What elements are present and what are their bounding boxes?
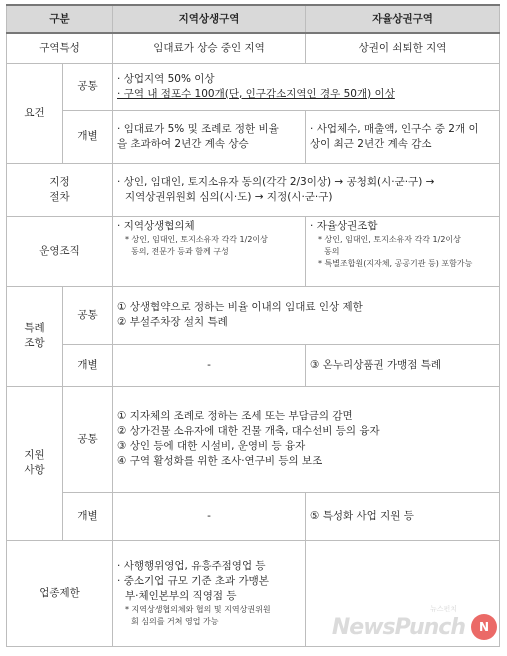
support-line2: ② 상가건물 소유자에 대한 건물 개축, 대수선비 등의 융자 <box>117 425 380 437</box>
special-common-line2: ② 부설주차장 설치 특례 <box>117 316 228 328</box>
organization-a-title: · 지역상생협의체 <box>117 219 195 232</box>
support-common <box>113 386 500 492</box>
support-common-label: 공통 <box>63 386 113 492</box>
designation-label-line1: 지정 <box>49 175 70 188</box>
special-common-label: 공통 <box>63 286 113 344</box>
characteristic-label: 구역특성 <box>7 33 113 63</box>
organization-b-note1: * 상인, 임대인, 토지소유자 각각 1/2이상 <box>318 234 461 244</box>
newspunch-watermark <box>331 605 497 640</box>
organization-a-note2: 동의, 전문가 등과 함께 구성 <box>131 246 229 256</box>
support-label-line1: 지원 <box>24 449 45 461</box>
designation-line1: · 상인, 임대인, 토지소유자 동의(각각 2/3이상) → 공청회(시·군·구) → <box>117 175 435 188</box>
watermark-small-text: 뉴스펀치 <box>429 605 457 613</box>
designation-label-line2: 절차 <box>49 190 70 203</box>
business-limit-note1: * 지역상생협의체와 협의 및 지역상권위원 <box>125 604 271 614</box>
business-limit-note2: 회 심의를 거쳐 영업 가능 <box>131 616 219 626</box>
requirements-common-line1: · 상업지역 50% 이상 <box>117 72 215 85</box>
special-label-line2: 조항 <box>24 337 45 349</box>
comparison-table <box>6 4 500 647</box>
requirements-ind-b-line2: 상이 최근 2년간 계속 감소 <box>310 137 432 150</box>
header-row <box>7 5 500 33</box>
requirements-ind-a-line2: 을 초과하여 2년간 계속 상승 <box>117 137 249 150</box>
watermark-text: NewsPunch <box>331 614 465 640</box>
support-individual-a: - <box>113 492 306 540</box>
punch-logo-icon: N <box>471 614 497 640</box>
business-limit-line1: · 사행행위영업, 유흥주점영업 등 <box>117 559 266 572</box>
organization-b-note3: * 특별조합원(지자체, 공공기관 등) 포함가능 <box>318 258 473 268</box>
row-requirements-common <box>7 63 500 110</box>
requirements-individual-label: 개별 <box>63 110 113 163</box>
requirements-ind-a-line1: · 임대료가 5% 및 조례로 정한 비율 <box>117 122 279 135</box>
designation-line2: 지역상권위원회 심의(시·도) → 지정(시·군·구) <box>125 190 333 203</box>
requirements-label: 요건 <box>7 63 63 163</box>
special-label <box>7 286 63 386</box>
header-autonomous-zone: 자율상권구역 <box>306 5 500 33</box>
business-limit-line2: · 중소기업 규모 기준 초과 가맹본 <box>117 574 269 587</box>
special-common <box>113 286 500 344</box>
business-limit-line3: 부·체인본부의 직영점 등 <box>125 589 237 602</box>
organization-b-title: · 자율상권조합 <box>310 219 378 232</box>
designation-label <box>7 163 113 216</box>
characteristic-a: 임대료가 상승 중인 지역 <box>113 33 306 63</box>
requirements-individual-b <box>306 110 500 163</box>
special-label-line1: 특례 <box>24 322 45 334</box>
row-designation <box>7 163 500 216</box>
support-line4: ④ 구역 활성화를 위한 조사·연구비 등의 보조 <box>117 455 323 467</box>
business-limit-a <box>113 540 306 646</box>
organization-b-note2: 동의 <box>324 246 340 256</box>
support-individual-label: 개별 <box>63 492 113 540</box>
designation-procedure <box>113 163 500 216</box>
organization-b <box>306 216 500 286</box>
support-individual-b: ⑤ 특성화 사업 지원 등 <box>306 492 500 540</box>
requirements-ind-b-line1: · 사업체수, 매출액, 인구수 중 2개 이 <box>310 122 479 135</box>
characteristic-b: 상권이 쇠퇴한 지역 <box>306 33 500 63</box>
organization-label: 운영조직 <box>7 216 113 286</box>
row-special-common <box>7 286 500 344</box>
support-line3: ③ 상인 등에 대한 시설비, 운영비 등 융자 <box>117 440 306 452</box>
requirements-common-label: 공통 <box>63 63 113 110</box>
row-support-individual <box>7 492 500 540</box>
special-individual-b: ③ 온누리상품권 가맹점 특례 <box>306 344 500 386</box>
special-common-line1: ① 상생협약으로 정하는 비율 이내의 임대료 인상 제한 <box>117 301 363 313</box>
row-characteristic <box>7 33 500 63</box>
organization-a <box>113 216 306 286</box>
row-organization <box>7 216 500 286</box>
header-category: 구분 <box>7 5 113 33</box>
row-special-individual <box>7 344 500 386</box>
header-coexistence-zone: 지역상생구역 <box>113 5 306 33</box>
row-requirements-individual <box>7 110 500 163</box>
support-label-line2: 사항 <box>24 464 45 476</box>
special-individual-a: - <box>113 344 306 386</box>
support-label <box>7 386 63 540</box>
business-limit-label: 업종제한 <box>7 540 113 646</box>
requirements-individual-a <box>113 110 306 163</box>
organization-a-note1: * 상인, 임대인, 토지소유자 각각 1/2이상 <box>125 234 268 244</box>
requirements-common-line2: · 구역 내 점포수 100개(단, 인구감소지역인 경우 50개) 이상 <box>117 87 395 100</box>
special-individual-label: 개별 <box>63 344 113 386</box>
support-line1: ① 지자체의 조례로 정하는 조세 또는 부담금의 감면 <box>117 410 353 422</box>
row-support-common <box>7 386 500 492</box>
requirements-common <box>113 63 500 110</box>
